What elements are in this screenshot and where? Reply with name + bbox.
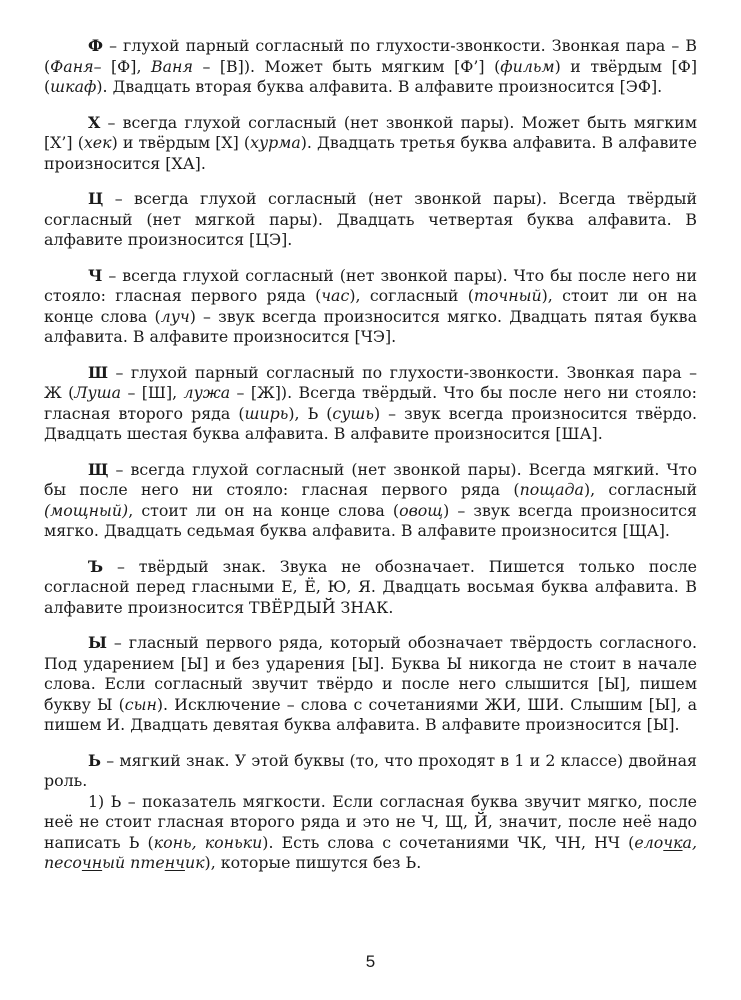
paragraph-shch bbox=[44, 460, 697, 542]
text-run: – [Ж]). Всегда твёрдый. Что бы после него ни стояло: гласная второго ряда ( bbox=[44, 383, 697, 423]
text-run: [Ф], bbox=[101, 56, 152, 76]
text-run: ) – звук всегда произносится мягко. Двадцать пятая буква алфавита. В алфавите произносится [ЧЭ]. bbox=[44, 306, 697, 346]
example-word: Фаня– bbox=[50, 56, 102, 76]
text-run: – всегда глухой согласный (нет звонкой пары). Может быть мягким [Х’] ( bbox=[44, 112, 697, 152]
example-word: овощ bbox=[399, 500, 444, 520]
example-word: пощада bbox=[519, 480, 584, 499]
text-run: – глухой парный согласный по глухости-звонкости. Звонкая пара – Ж ( bbox=[44, 362, 697, 402]
example-word: нч bbox=[164, 853, 185, 872]
text-run: , стоит ли он на конце слова ( bbox=[128, 500, 400, 520]
text-run: – всегда глухой согласный (нет звонкой пары). Всегда твёрдый согласный (нет мягкой пары). Двадцать четвертая буква алфавита. В алфавите произносится [ЦЭ]. bbox=[44, 189, 697, 249]
text-run: – всегда глухой согласный (нет звонкой пары). Что бы после него ни стояло: гласная первого ряда ( bbox=[44, 265, 697, 305]
text-run: ), Ь ( bbox=[288, 403, 333, 423]
example-word: шкаф bbox=[50, 77, 97, 96]
example-word: (мощный) bbox=[44, 500, 129, 520]
text-run: ) – звук всегда произносится твёрдо. Двадцать шестая буква алфавита. В алфавите произносится [ША]. bbox=[44, 403, 697, 443]
text-run: – твёрдый знак. Звука не обозначает. Пишется только после согласной перед гласными Е, Ё, Ю, Я. Двадцать восьмая буква алфавита. В алфавите произносится ТВЁРДЫЙ ЗНАК. bbox=[44, 556, 697, 617]
page-number: 5 bbox=[365, 952, 376, 971]
example-word: сушь bbox=[332, 403, 374, 423]
text-run: ), которые пишутся без Ь. bbox=[204, 853, 422, 872]
text-run: – гласный первого ряда, который обозначает твёрдость согласного. Под ударением [Ы] и без ударения [Ы]. Буква Ы никогда не стоит в начале слова. Если согласный звучит твёрдо и после него слышится [Ы], пишем букву Ы ( bbox=[44, 633, 697, 714]
letter-heading: Ц bbox=[88, 189, 104, 208]
text-run: – [В]). Может быть мягким [Ф’] ( bbox=[192, 56, 501, 76]
paragraph-soft-sign bbox=[44, 751, 697, 792]
example-word: фильм bbox=[500, 56, 555, 76]
letter-heading: Ш bbox=[88, 362, 109, 382]
text-run: ), согласный bbox=[583, 480, 697, 499]
example-word: сын bbox=[124, 694, 157, 714]
paragraph-ch bbox=[44, 266, 697, 348]
text-run: ) и твёрдым [Ф] ( bbox=[44, 56, 697, 96]
example-word: хек bbox=[83, 133, 112, 152]
text-run: – мягкий знак. У этой буквы (то, что проходят в 1 и 2 классе) двойная роль. bbox=[44, 750, 697, 790]
letter-heading: Х bbox=[88, 112, 101, 132]
paragraph-hard-sign bbox=[44, 557, 697, 619]
paragraph-soft-sign-role-1 bbox=[44, 792, 697, 874]
example-word: ик bbox=[184, 853, 205, 872]
text-run: ). Есть слова с сочетаниями ЧК, ЧН, НЧ ( bbox=[262, 832, 635, 852]
example-word: а, песо bbox=[44, 832, 697, 872]
example-word: хурма bbox=[250, 133, 301, 152]
text-run: – всегда глухой согласный (нет звонкой пары). Всегда мягкий. Что бы после него ни стояло: гласная первого ряда ( bbox=[44, 459, 697, 499]
letter-heading: Ь bbox=[88, 750, 102, 770]
example-word: чк bbox=[663, 832, 683, 852]
example-word: луч bbox=[160, 306, 190, 326]
text-run: ) – звук всегда произносится мягко. Двадцать седьмая буква алфавита. В алфавите произносится [ЩА]. bbox=[44, 500, 697, 540]
letter-heading: Ъ bbox=[88, 556, 104, 576]
text-run: ). Двадцать третья буква алфавита. В алфавите произносится [ХА]. bbox=[44, 133, 698, 173]
paragraph-sh bbox=[44, 363, 697, 445]
letter-heading: Щ bbox=[88, 459, 109, 479]
example-word: ый пте bbox=[102, 853, 165, 872]
text-run: ). Двадцать вторая буква алфавита. В алфавите произносится [ЭФ]. bbox=[96, 77, 663, 96]
text-run: ), стоит ли он на конце слова ( bbox=[44, 286, 697, 326]
example-word: конь, коньки bbox=[153, 832, 263, 852]
example-word: лужа bbox=[183, 383, 231, 402]
letter-heading: Ч bbox=[88, 265, 103, 285]
paragraph-ts bbox=[44, 189, 697, 251]
paragraph-f bbox=[44, 36, 697, 98]
text-run: – [Ш], bbox=[121, 383, 184, 402]
text-run: 1) Ь – показатель мягкости. Если согласная буква звучит мягко, после неё не стоит гласная второго ряда и это не Ч, Щ, Й, значит, после неё надо написать Ь ( bbox=[44, 791, 697, 852]
example-word: чн bbox=[81, 853, 103, 872]
example-word: точный bbox=[473, 286, 542, 305]
text-run: ). Исключение – слова с сочетаниями ЖИ, ШИ. Слышим [Ы], а пишем И. Двадцать девятая буква алфавита. В алфавите произносится [Ы]. bbox=[44, 694, 697, 734]
example-word: Ваня bbox=[151, 56, 193, 76]
paragraph-kh bbox=[44, 113, 697, 175]
paragraph-y bbox=[44, 633, 697, 736]
letter-heading: Ф bbox=[88, 36, 103, 55]
text-run: – глухой парный согласный по глухости-звонкости. Звонкая пара – В ( bbox=[44, 36, 697, 76]
example-word: Луша bbox=[74, 383, 122, 402]
letter-heading: Ы bbox=[88, 633, 107, 652]
example-word: ело bbox=[634, 832, 664, 852]
text-run: ) и твёрдым [Х] ( bbox=[111, 133, 251, 152]
page-body bbox=[44, 36, 697, 889]
example-word: ширь bbox=[244, 403, 289, 423]
example-word: час bbox=[321, 286, 350, 305]
text-run: ), согласный ( bbox=[349, 286, 474, 305]
